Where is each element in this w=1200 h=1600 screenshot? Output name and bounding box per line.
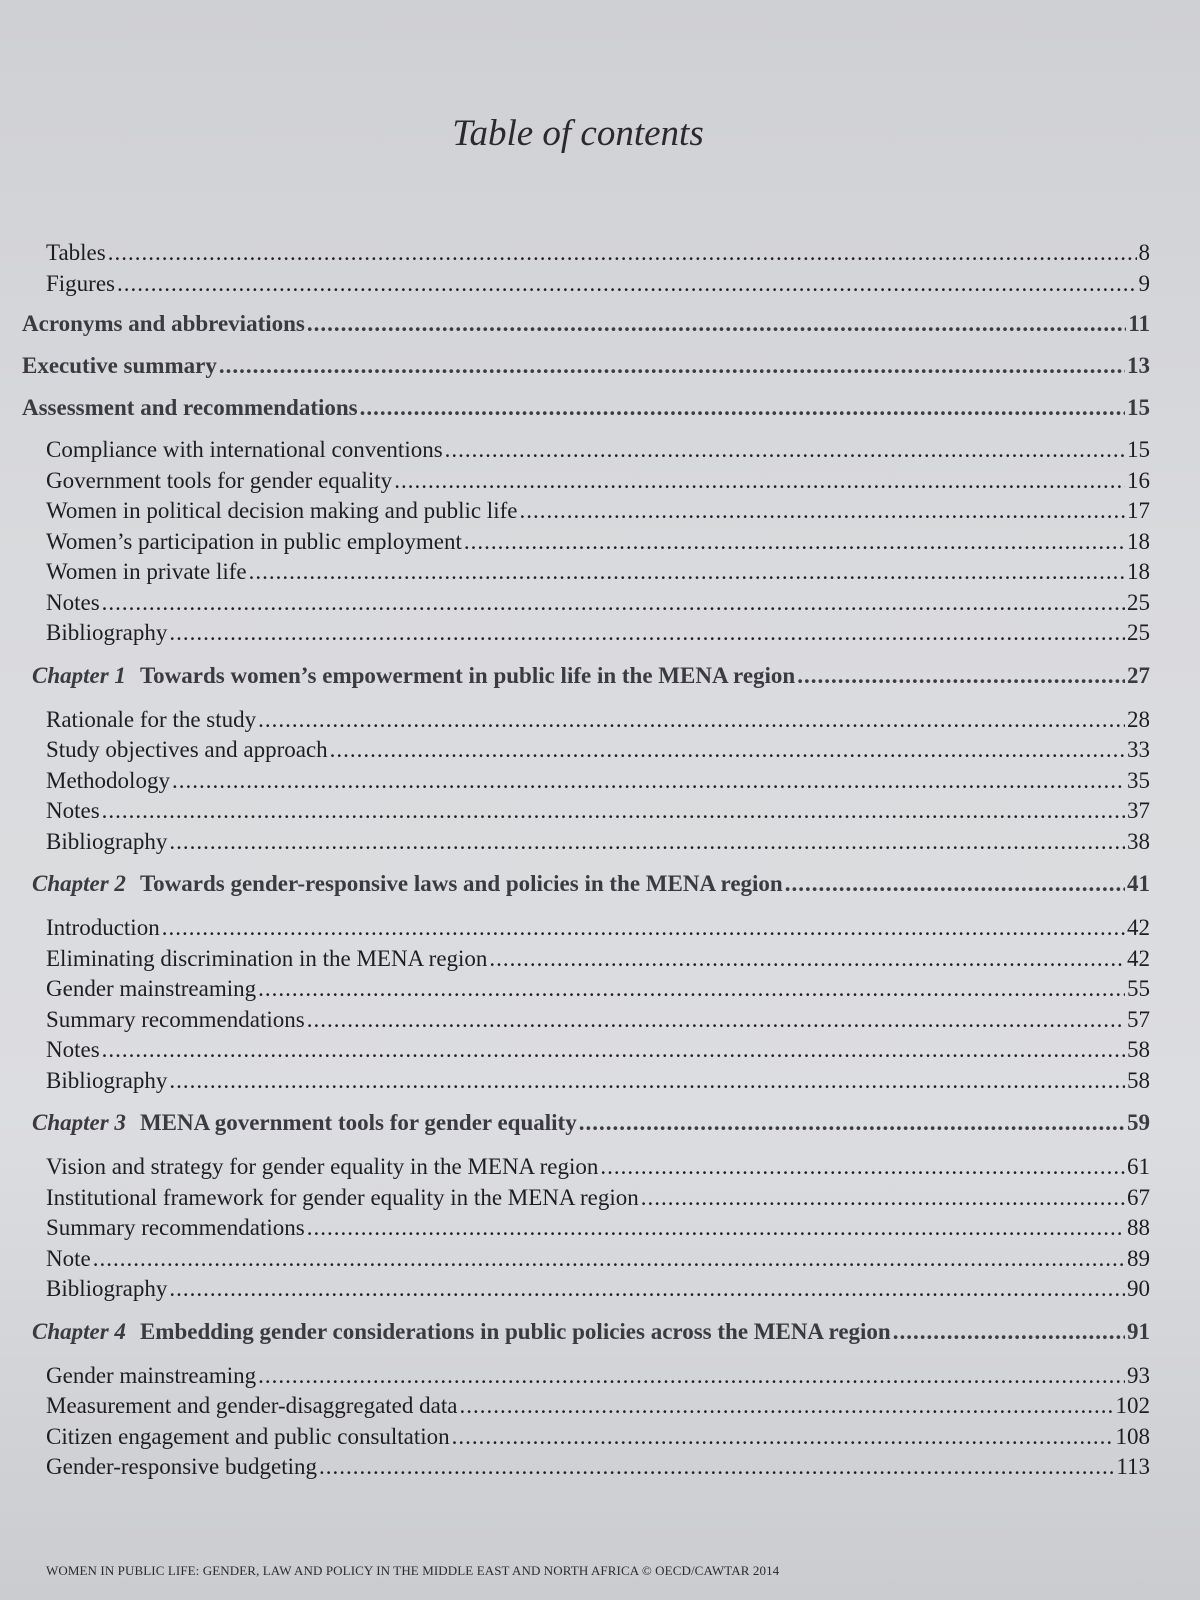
- leader-dots: [893, 1317, 1125, 1347]
- toc-entry[interactable]: [22, 1274, 1150, 1305]
- entry-label: Bibliography: [46, 828, 168, 854]
- entry-label: Note: [46, 1245, 91, 1271]
- toc-entry[interactable]: [22, 766, 1150, 797]
- leader-dots: [452, 1422, 1114, 1453]
- entry-label: Measurement and gender-disaggregated data: [46, 1393, 458, 1418]
- toc-entry[interactable]: [22, 1152, 1150, 1183]
- toc-entry[interactable]: [22, 944, 1150, 975]
- leader-dots: [169, 827, 1125, 858]
- toc-entry[interactable]: [22, 1183, 1150, 1214]
- toc-chapter-3[interactable]: [22, 1108, 1150, 1138]
- leader-dots: [394, 466, 1125, 497]
- entry-label: Summary recommendations: [46, 1006, 305, 1032]
- toc-entry[interactable]: [22, 496, 1150, 527]
- entry-page: 18: [1127, 559, 1150, 584]
- entry-page: 102: [1115, 1393, 1150, 1418]
- entry-label: Figures: [46, 270, 115, 296]
- entry-label: Tables: [46, 240, 106, 265]
- entry-page: 90: [1127, 1276, 1150, 1301]
- leader-dots: [117, 269, 1137, 300]
- assessment-items: [22, 435, 1150, 649]
- chapter-page: 91: [1127, 1318, 1150, 1344]
- entry-page: 9: [1138, 270, 1150, 296]
- table-of-contents: [22, 238, 1150, 1483]
- entry-label: Compliance with international conventions: [46, 437, 443, 462]
- leader-dots: [169, 1066, 1125, 1097]
- entry-page: 113: [1116, 1454, 1150, 1479]
- leader-dots: [249, 557, 1125, 588]
- entry-label: Gender mainstreaming: [46, 1362, 257, 1388]
- entry-page: 25: [1127, 589, 1150, 615]
- toc-entry-tables[interactable]: [22, 238, 1150, 269]
- toc-chapter-1[interactable]: [22, 661, 1150, 691]
- entry-page: 33: [1127, 737, 1150, 762]
- toc-entry[interactable]: [22, 796, 1150, 827]
- toc-entry[interactable]: [22, 1244, 1150, 1275]
- entry-page: 16: [1127, 467, 1150, 493]
- entry-label: Notes: [46, 798, 100, 823]
- toc-entry[interactable]: [22, 705, 1150, 736]
- entry-page: 93: [1127, 1362, 1150, 1388]
- chapter-page: 59: [1127, 1110, 1150, 1135]
- toc-chapter-4[interactable]: [22, 1317, 1150, 1347]
- leader-dots: [641, 1183, 1125, 1214]
- chapter-number: Chapter 2: [32, 871, 126, 896]
- toc-entry[interactable]: [22, 1422, 1150, 1453]
- entry-label: Bibliography: [46, 1276, 168, 1301]
- leader-dots: [319, 1452, 1114, 1483]
- leader-dots: [307, 1213, 1125, 1244]
- chapter-page: 41: [1127, 871, 1150, 896]
- chapter-heading: [32, 661, 795, 691]
- chapter-number: Chapter 1: [32, 662, 126, 688]
- entry-page: 42: [1127, 945, 1150, 971]
- toc-entry[interactable]: [22, 735, 1150, 766]
- chapter-title: Towards gender-responsive laws and policies in the MENA region: [139, 871, 783, 896]
- entry-label: Gender mainstreaming: [46, 976, 257, 1001]
- page-title: Table of contents: [452, 113, 704, 154]
- toc-entry[interactable]: [22, 435, 1150, 466]
- section-label: Assessment and recommendations: [22, 395, 358, 420]
- toc-entry[interactable]: [22, 1005, 1150, 1036]
- entry-page: 35: [1127, 767, 1150, 793]
- entry-label: Citizen engagement and public consultation: [46, 1423, 450, 1449]
- section-page: 13: [1127, 353, 1150, 378]
- entry-label: Notes: [46, 1037, 100, 1062]
- entry-page: 58: [1127, 1037, 1150, 1062]
- leader-dots: [459, 1391, 1113, 1422]
- toc-entry[interactable]: [22, 1391, 1150, 1422]
- leader-dots: [445, 435, 1125, 466]
- entry-page: 42: [1127, 915, 1150, 940]
- leader-dots: [579, 1108, 1125, 1138]
- page-footer: WOMEN IN PUBLIC LIFE: GENDER, LAW AND POLICY IN THE MIDDLE EAST AND NORTH AFRICA © OECD/CAWTAR 2014: [46, 1563, 780, 1578]
- section-page: 15: [1127, 395, 1150, 420]
- entry-page: 57: [1127, 1006, 1150, 1032]
- entry-label: Summary recommendations: [46, 1215, 305, 1240]
- leader-dots: [258, 974, 1125, 1005]
- entry-label: Institutional framework for gender equality in the MENA region: [46, 1184, 639, 1210]
- chapter-heading: [32, 1108, 577, 1138]
- section-page: 11: [1128, 311, 1150, 336]
- entry-label: Women’s participation in public employment: [46, 528, 462, 554]
- entry-label: Eliminating discrimination in the MENA region: [46, 945, 488, 971]
- chapter-page: 27: [1127, 662, 1150, 688]
- leader-dots: [219, 351, 1125, 381]
- entry-page: 38: [1127, 828, 1150, 854]
- leader-dots: [785, 869, 1125, 899]
- toc-entry[interactable]: [22, 618, 1150, 649]
- leader-dots: [102, 1035, 1125, 1066]
- toc-entry[interactable]: [22, 1452, 1150, 1483]
- toc-entry-figures[interactable]: [22, 269, 1150, 300]
- entry-page: 25: [1127, 620, 1150, 645]
- toc-entry[interactable]: [22, 466, 1150, 497]
- toc-entry[interactable]: [22, 1361, 1150, 1392]
- leader-dots: [172, 766, 1125, 797]
- toc-section-assessment[interactable]: [22, 393, 1150, 423]
- entry-page: 108: [1115, 1423, 1150, 1449]
- chapter-number: Chapter 3: [32, 1110, 126, 1135]
- entry-label: Women in political decision making and public life: [46, 498, 518, 523]
- toc-entry[interactable]: [22, 827, 1150, 858]
- leader-dots: [307, 1005, 1125, 1036]
- leader-dots: [102, 796, 1125, 827]
- chapter-heading: [32, 1317, 891, 1347]
- leader-dots: [108, 238, 1137, 269]
- toc-chapter-2[interactable]: [22, 869, 1150, 899]
- toc-entry[interactable]: [22, 588, 1150, 619]
- toc-entry[interactable]: [22, 1035, 1150, 1066]
- chapter-title: Towards women’s empowerment in public life in the MENA region: [139, 662, 796, 688]
- leader-dots: [489, 944, 1125, 975]
- leader-dots: [169, 1274, 1125, 1305]
- toc-entry[interactable]: [22, 913, 1150, 944]
- entry-label: Bibliography: [46, 620, 168, 645]
- entry-page: 15: [1127, 437, 1150, 462]
- section-label: Executive summary: [22, 353, 217, 378]
- entry-label: Gender-responsive budgeting: [46, 1454, 317, 1479]
- leader-dots: [258, 705, 1125, 736]
- entry-label: Women in private life: [46, 559, 247, 584]
- entry-page: 8: [1138, 240, 1150, 265]
- chapter-title: Embedding gender considerations in public policies across the MENA region: [139, 1318, 891, 1344]
- entry-page: 61: [1127, 1154, 1150, 1179]
- leader-dots: [797, 661, 1125, 691]
- entry-page: 37: [1127, 798, 1150, 823]
- entry-label: Vision and strategy for gender equality in the MENA region: [46, 1154, 599, 1179]
- leader-dots: [600, 1152, 1125, 1183]
- entry-label: Bibliography: [46, 1067, 168, 1093]
- chapter-number: Chapter 4: [32, 1318, 126, 1344]
- entry-label: Methodology: [46, 767, 170, 793]
- entry-page: 18: [1127, 528, 1150, 554]
- leader-dots: [464, 527, 1125, 558]
- chapter-title: MENA government tools for gender equality: [139, 1110, 577, 1135]
- leader-dots: [330, 735, 1125, 766]
- chapter-heading: [32, 869, 783, 899]
- leader-dots: [360, 393, 1125, 423]
- entry-page: 89: [1127, 1245, 1150, 1271]
- leader-dots: [102, 588, 1125, 619]
- toc-section-acronyms[interactable]: [22, 309, 1150, 339]
- entry-label: Rationale for the study: [46, 706, 257, 732]
- toc-entry[interactable]: [22, 557, 1150, 588]
- entry-page: 55: [1127, 976, 1150, 1001]
- toc-entry[interactable]: [22, 1066, 1150, 1097]
- leader-dots: [519, 496, 1125, 527]
- entry-page: 28: [1127, 706, 1150, 732]
- entry-page: 67: [1127, 1184, 1150, 1210]
- toc-section-executive-summary[interactable]: [22, 351, 1150, 381]
- entry-page: 58: [1127, 1067, 1150, 1093]
- entry-label: Government tools for gender equality: [46, 467, 393, 493]
- entry-page: 17: [1127, 498, 1150, 523]
- entry-label: Notes: [46, 589, 100, 615]
- toc-entry[interactable]: [22, 974, 1150, 1005]
- section-label: Acronyms and abbreviations: [22, 311, 305, 336]
- entry-page: 88: [1127, 1215, 1150, 1240]
- leader-dots: [169, 618, 1125, 649]
- leader-dots: [307, 309, 1126, 339]
- leader-dots: [93, 1244, 1125, 1275]
- entry-label: Introduction: [46, 915, 160, 940]
- toc-entry[interactable]: [22, 1213, 1150, 1244]
- toc-entry[interactable]: [22, 527, 1150, 558]
- entry-label: Study objectives and approach: [46, 737, 328, 762]
- leader-dots: [258, 1361, 1125, 1392]
- leader-dots: [162, 913, 1125, 944]
